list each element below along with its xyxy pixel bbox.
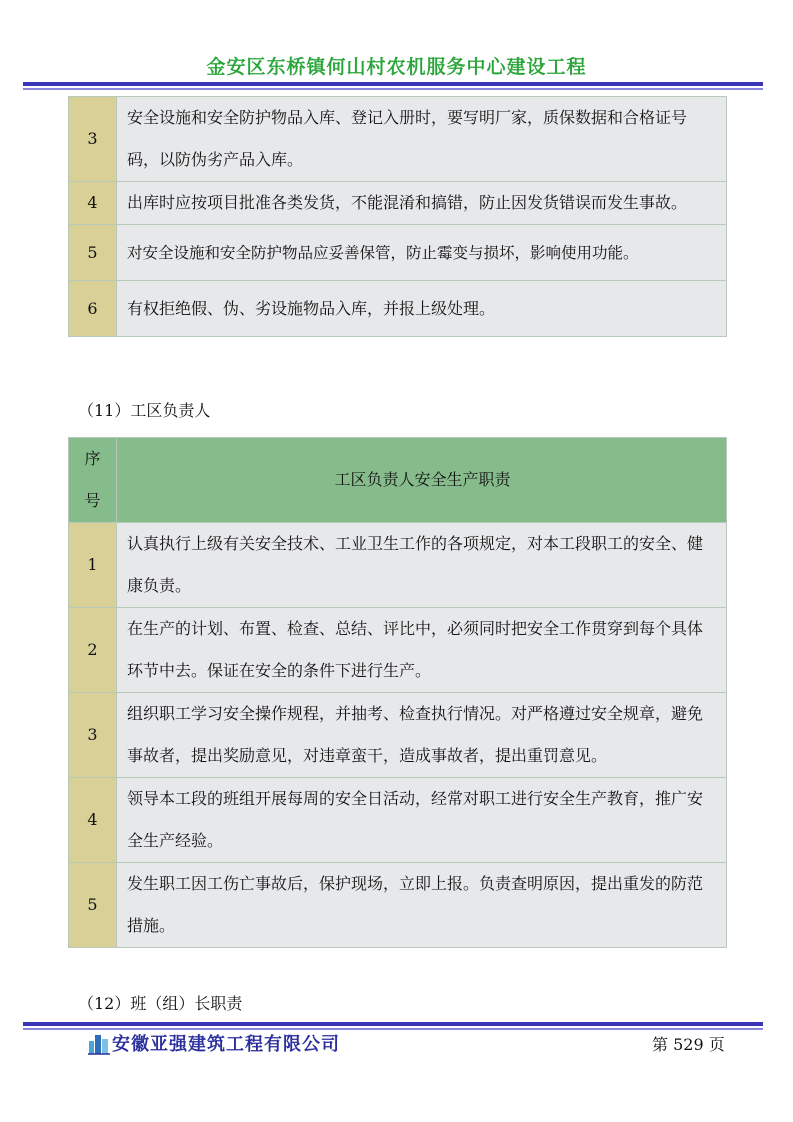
page-number: 第 529 页: [652, 1035, 725, 1054]
row-text: 发生职工因工伤亡事故后，保护现场，立即上报。负责查明原因，提出重发的防范措施。: [117, 863, 727, 948]
table-row: [69, 523, 727, 608]
work-area-duty-table: [68, 437, 727, 948]
row-text: 安全设施和安全防护物品入库、登记入册时，要写明厂家，质保数据和合格证号码，以防伪劣产品入库。: [117, 97, 727, 182]
row-number: 3: [69, 693, 117, 778]
row-number: 5: [69, 225, 117, 281]
row-text: 对安全设施和安全防护物品应妥善保管，防止霉变与损坏，影响使用功能。: [117, 225, 727, 281]
page-header-title: 金安区东桥镇何山村农机服务中心建设工程: [206, 56, 587, 78]
storage-duty-table: [68, 96, 727, 337]
company-logo-icon: [88, 1031, 110, 1055]
table-row: [69, 608, 727, 693]
table-row: [69, 778, 727, 863]
table-row: [69, 863, 727, 948]
row-number: 6: [69, 281, 117, 337]
row-text: 组织职工学习安全操作规程，并抽考、检查执行情况。对严格遵过安全规章，避免事故者，提出奖励意见，对违章蛮干，造成事故者，提出重罚意见。: [117, 693, 727, 778]
row-number: 1: [69, 523, 117, 608]
table-row: [69, 225, 727, 281]
table-row: [69, 182, 727, 225]
company-name: 安徽亚强建筑工程有限公司: [112, 1034, 340, 1055]
table-row: [69, 97, 727, 182]
table-row: [69, 281, 727, 337]
section-label-12: （12）班（组）长职责: [78, 994, 243, 1013]
row-text: 在生产的计划、布置、检查、总结、评比中，必须同时把安全工作贯穿到每个具体环节中去。保证在安全的条件下进行生产。: [117, 608, 727, 693]
row-number: 4: [69, 182, 117, 225]
header-number: 序号: [69, 438, 117, 523]
header-rule-thin: [23, 88, 763, 90]
header-rule: [23, 82, 763, 86]
header-title: 工区负责人安全生产职责: [117, 438, 727, 523]
table-header-row: [69, 438, 727, 523]
row-text: 出库时应按项目批准各类发货，不能混淆和搞错，防止因发货错误而发生事故。: [117, 182, 727, 225]
row-text: 认真执行上级有关安全技术、工业卫生工作的各项规定，对本工段职工的安全、健康负责。: [117, 523, 727, 608]
footer-company: [88, 1030, 340, 1056]
row-text: 有权拒绝假、伪、劣设施物品入库，并报上级处理。: [117, 281, 727, 337]
row-number: 5: [69, 863, 117, 948]
table-row: [69, 693, 727, 778]
row-number: 4: [69, 778, 117, 863]
row-number: 3: [69, 97, 117, 182]
footer-rule: [23, 1022, 763, 1026]
row-number: 2: [69, 608, 117, 693]
section-label-11: （11）工区负责人: [78, 401, 211, 420]
row-text: 领导本工段的班组开展每周的安全日活动，经常对职工进行安全生产教育，推广安全生产经验。: [117, 778, 727, 863]
